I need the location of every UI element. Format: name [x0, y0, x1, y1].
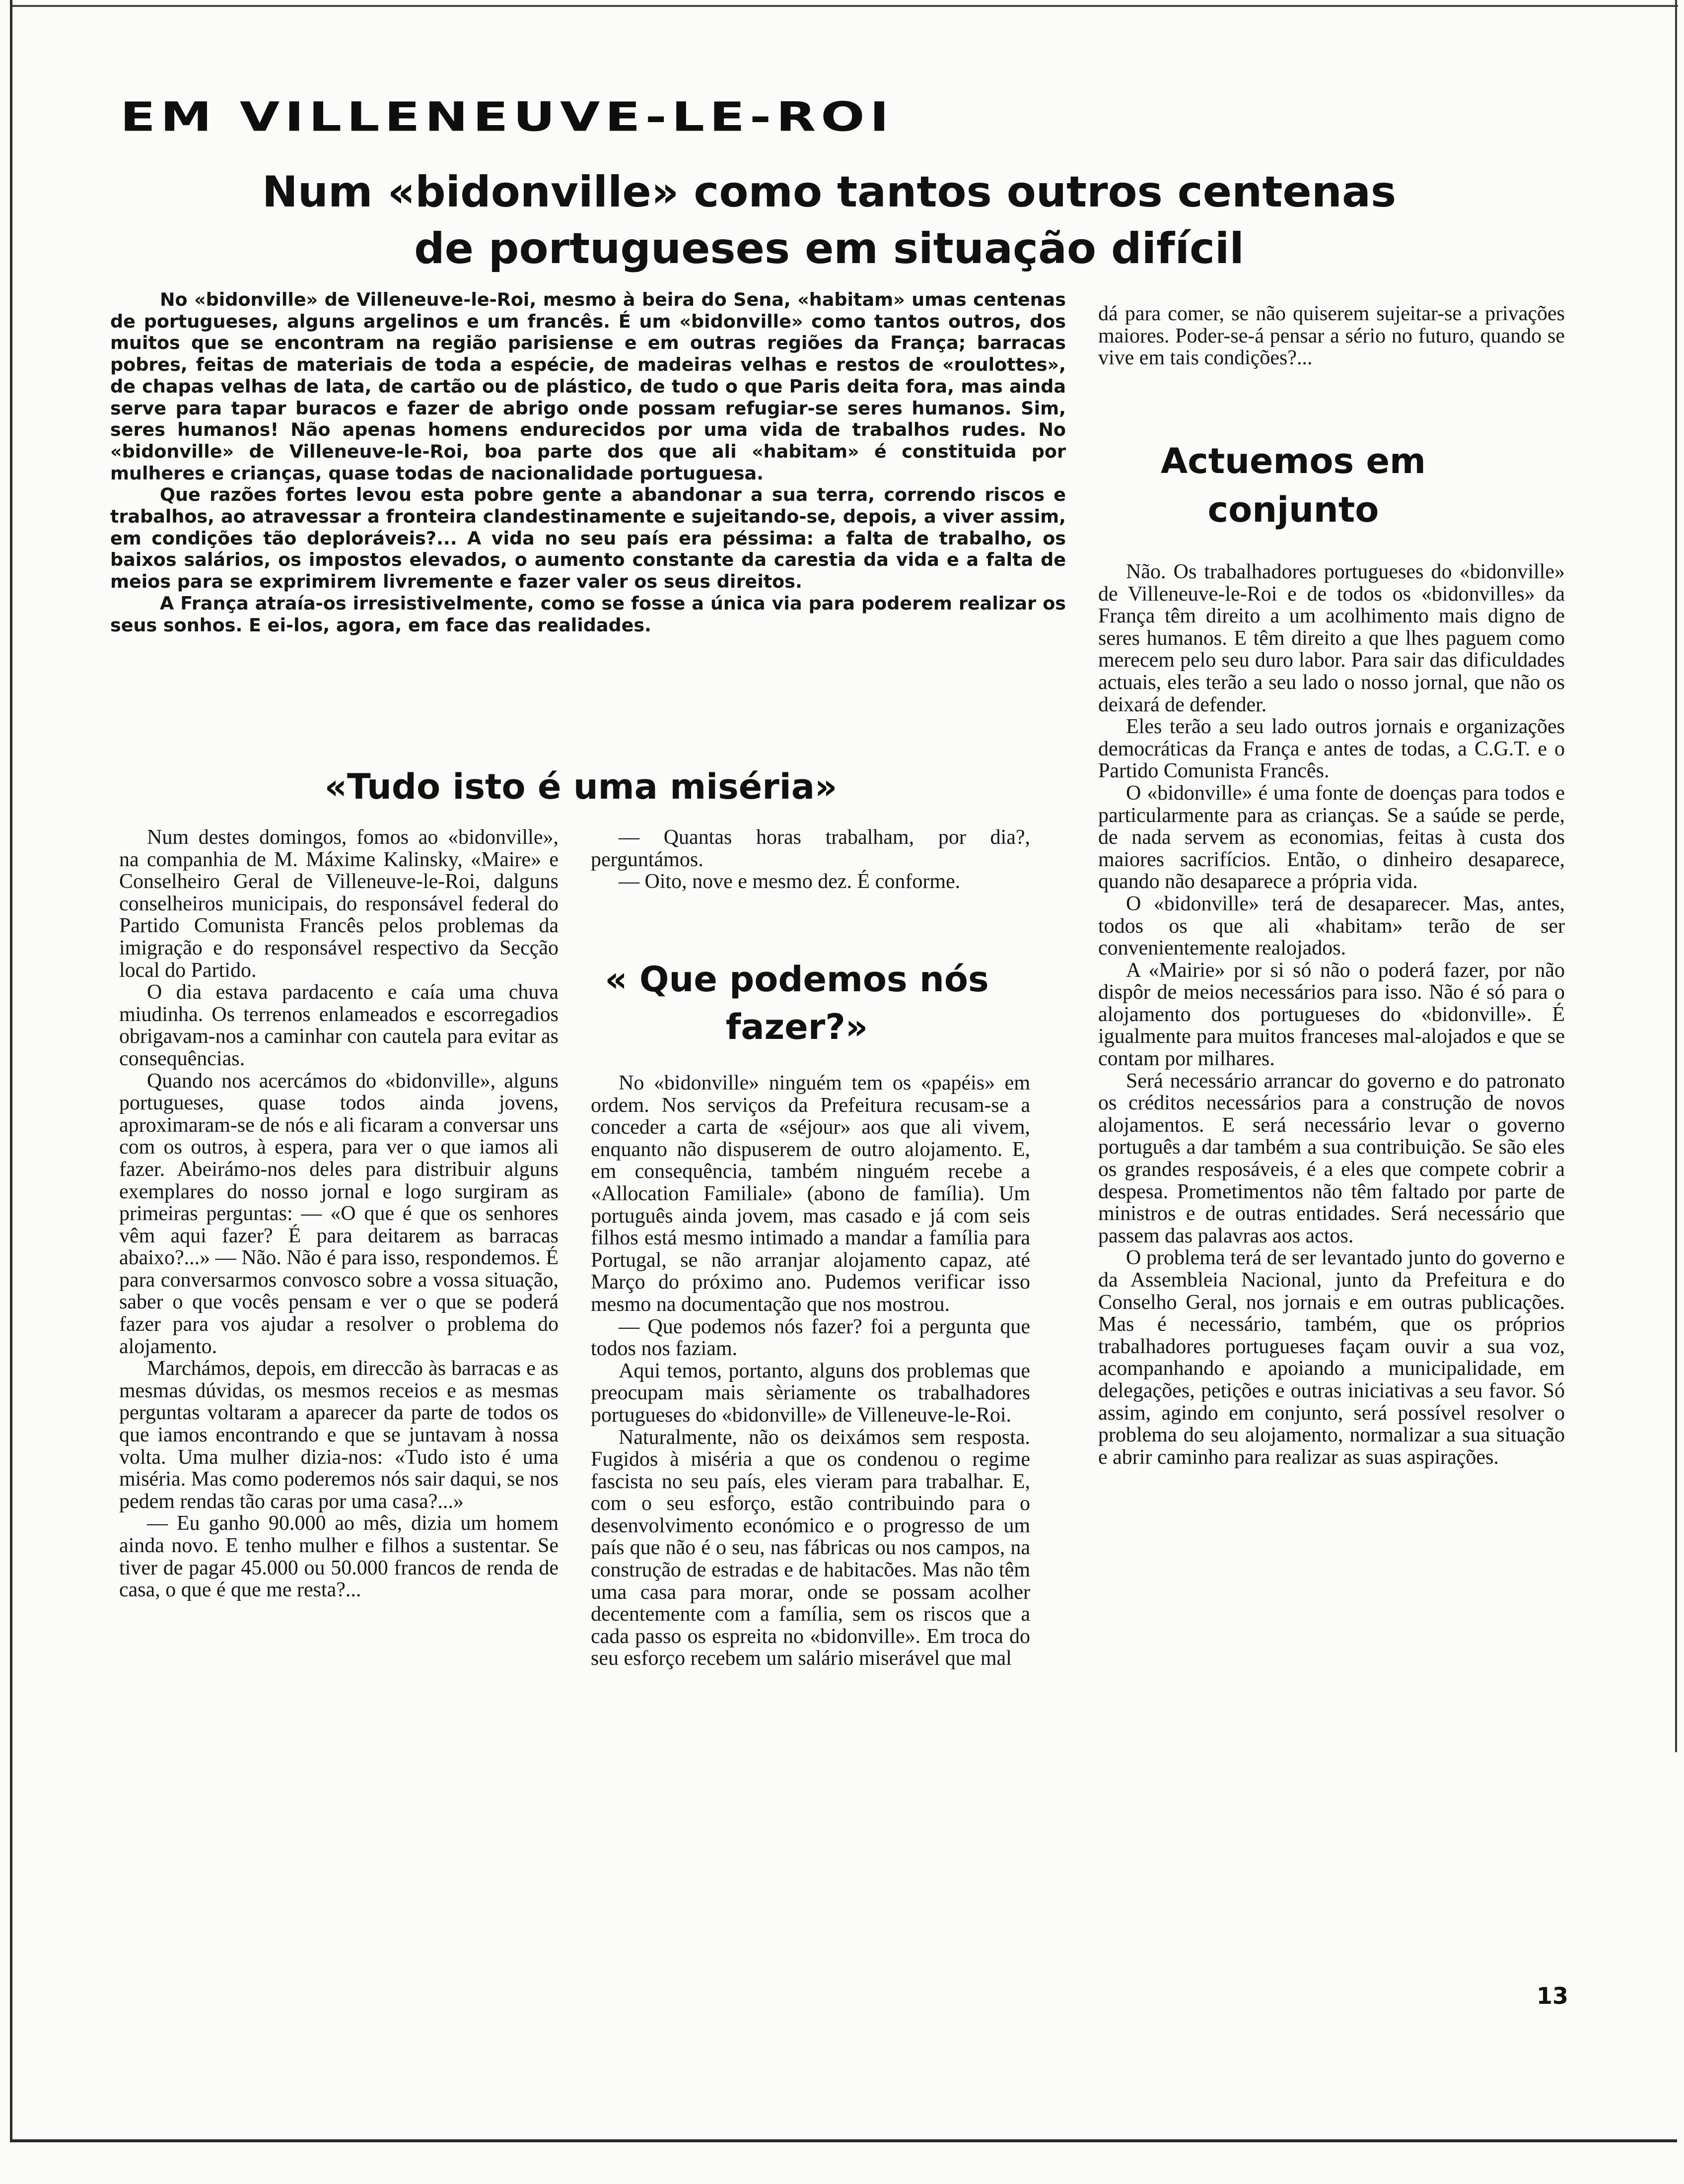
- article-lead: [110, 289, 1066, 636]
- article-headline: Num «bidonville» como tantos outros centenas de portugueses em situação difícil: [262, 167, 1397, 273]
- body-paragraph: O dia estava pardacento e caía uma chuva miudinha. Os terrenos enlameados e escorregadios obrigavam-nos a caminhar con cautela para evitar as consequências.: [119, 981, 559, 1070]
- lead-paragraph: A França atraía-os irresistivelmente, como se fosse a única via para poderem realizar os seus sonhos. E ei-los, agora, em face das realidades.: [110, 592, 1066, 636]
- page-frame-bottom: [10, 2139, 1677, 2142]
- page-frame-right: [1675, 0, 1677, 1752]
- body-paragraph: O «bidonville» é uma fonte de doenças para todos e particularmente para as crianças. Se a saúde se perde, de nada servem as economias, feitas à custa dos maiores sacrifícios. Então, o dinheiro desaparece, quando não desaparece a própria vida.: [1098, 781, 1565, 893]
- column-right-top: [1098, 303, 1565, 369]
- body-paragraph: Eles terão a seu lado outros jornais e organizações democráticas da França e antes de todas, a C.G.T. e o Partido Comunista Francês.: [1098, 715, 1565, 783]
- subheading-tudo-isto: «Tudo isto é uma miséria»: [324, 766, 838, 807]
- column-middle-top: [591, 826, 1030, 893]
- body-paragraph: A «Mairie» por si só não o poderá fazer, por não dispôr de meios necessários para isso. Não é só para o alojamento dos portugueses do «bidonville». É igualmente para muitos franceses mal-alojados e que se contam por milhares.: [1098, 958, 1565, 1071]
- body-paragraph: Aqui temos, portanto, alguns dos problemas que preocupam mais sèriamente os trabalhadores portugueses do «bidonville» de Villeneuve-le-Roi.: [591, 1359, 1030, 1427]
- page-number: 13: [1537, 1982, 1569, 2009]
- body-paragraph: — Quantas horas trabalham, por dia?, perguntámos.: [591, 826, 1030, 871]
- article-kicker: EM VILLENEUVE-LE-ROI: [120, 93, 894, 141]
- body-paragraph: Marchámos, depois, em direccão às barracas e as mesmas dúvidas, os mesmos receios e as mesmas perguntas voltaram a aparecer da parte de todos os que iamos encontrando e que se juntavam à nossa volta. Uma mulher dizia-nos: «Tudo isto é uma miséria. Mas como poderemos nós sair daqui, se nos pedem rendas tão caras por uma casa?...»: [119, 1357, 559, 1513]
- body-paragraph: Quando nos acercámos do «bidonville», alguns portugueses, quase todos ainda jovens, aproximaram-se de nós e ali ficaram a conversar uns com os outros, à espera, para ver o que iamos ali fazer. Abeirámo-nos deles para distribuir alguns exemplares do nosso jornal e logo surgiram as primeiras perguntas: — «O que é que os senhores vêm aqui fazer? É para deitarem as barracas abaixo?...» — Não. Não é para isso, respondemos. É para conversarmos convosco sobre a vossa situação, saber o que vocês pensam e ver o que se poderá fazer para vos ajudar a resolver o problema do alojamento.: [119, 1069, 559, 1358]
- body-paragraph: — Eu ganho 90.000 ao mês, dizia um homem ainda novo. E tenho mulher e filhos a sustentar. Se tiver de pagar 45.000 ou 50.000 francos de renda de casa, o que é que me resta?...: [119, 1512, 559, 1602]
- body-paragraph: Será necessário arrancar do governo e do patronato os créditos necessários para a construção de novos alojamentos. E será necessário levar o governo português a dar também a sua contribuição. Se são eles os grandes resposáveis, é a eles que compete cobrir a despesa. Prometimentos não têm faltado por parte de ministros e de outras entidades. Será necessário que passem das palavras aos actos.: [1098, 1069, 1565, 1247]
- body-paragraph: Num destes domingos, fomos ao «bidonville», na companhia de M. Máxime Kalinsky, «Maire» e Conselheiro Geral de Villeneuve-le-Roi, dalguns conselheiros municipais, do responsável federal do Partido Comunista Francês pelos problemas da imigração e do responsável respectivo da Secção local do Partido.: [119, 826, 559, 982]
- page-frame-left: [10, 0, 12, 2139]
- column-middle: [591, 1072, 1030, 1670]
- body-paragraph: O problema terá de ser levantado junto do governo e da Assembleia Nacional, junto da Prefeitura e do Conselho Geral, nos jornais e em outras publicações. Mas é necessário, também, que os próprios trabalhadores portugueses façam ouvir a sua voz, acompanhando e apoiando a municipalidade, em delegações, petições e outras iniciativas a seu favor. Só assim, agindo em conjunto, será possível resolver o problema do seu alojamento, normalizar a sua situação e abrir caminho para realizar as suas aspirações.: [1098, 1246, 1565, 1469]
- subheading-que-podemos: « Que podemos nós fazer?»: [605, 959, 989, 1047]
- lead-paragraph: No «bidonville» de Villeneuve-le-Roi, mesmo à beira do Sena, «habitam» umas centenas de portugueses, alguns argelinos e um francês. É um «bidonville» como tantos outros, dos muitos que se encontram na região parisiense e em outras regiões da França; barracas pobres, feitas de materiais de toda a espécie, de madeiras velhas e restos de «roulottes», de chapas velhas de lata, de cartão ou de plástico, de tudo o que Paris deita fora, mas ainda serve para tapar buracos e fazer de abrigo onde possam refugiar-se seres humanos. Sim, seres humanos! Não apenas homens endurecidos por uma vida de trabalhos rudes. No «bidonville» de Villeneuve-le-Roi, boa parte dos que ali «habitam» é constituida por mulheres e crianças, quase todas de nacionalidade portuguesa.: [110, 289, 1066, 484]
- page-frame-top: [10, 5, 1678, 7]
- body-paragraph: O «bidonville» terá de desaparecer. Mas, antes, todos os que ali «habitam» terão de ser convenientemente realojados.: [1098, 892, 1565, 960]
- body-paragraph: dá para comer, se não quiserem sujeitar-se a privações maiores. Poder-se-á pensar a sério no futuro, quando se vive em tais condições?...: [1098, 302, 1565, 370]
- column-left: [119, 826, 559, 1601]
- body-paragraph: — Oito, nove e mesmo dez. É conforme.: [619, 870, 961, 893]
- body-paragraph: Não. Os trabalhadores portugueses do «bidonville» de Villeneuve-le-Roi e de todos os «bidonvilles» da França têm direito a um acolhimento mais digno de seres humanos. E têm direito a que lhes paguem como merecem pelo seu duro labor. Para sair das dificuldades actuais, eles terão a seu lado o nosso jornal, que não os deixará de defender.: [1098, 560, 1565, 716]
- body-paragraph: No «bidonville» ninguém tem os «papéis» em ordem. Nos serviços da Prefeitura recusam-se a conceder a carta de «séjour» aos que ali vivem, enquanto não dispuserem de outro alojamento. E, em consequência, também ninguém recebe a «Allocation Familiale» (abono de família). Um português ainda jovem, mas casado e já com seis filhos está mesmo intimado a mandar a família para Portugal, se não arranjar alojamento capaz, até Março do próximo ano. Pudemos verificar isso mesmo na documentação que nos mostrou.: [591, 1072, 1030, 1316]
- subheading-actuemos: Actuemos em conjunto: [1161, 441, 1426, 530]
- body-paragraph: — Que podemos nós fazer? foi a pergunta que todos nos faziam.: [591, 1315, 1030, 1361]
- column-right: [1098, 561, 1565, 1468]
- body-paragraph: Naturalmente, não os deixámos sem resposta. Fugidos à miséria a que os condenou o regime fascista no seu país, eles vieram para trabalhar. E, com o seu esforço, estão contribuindo para o desenvolvimento económico e o progresso de um país que não é o seu, nas fábricas ou nos campos, na construção de estradas e de habitacões. Mas não têm uma casa para morar, onde se possam acolher decentemente com a família, sem os riscos que a cada passo os espreita no «bidonville». Em troca do seu esforço recebem um salário miserável que mal: [591, 1426, 1030, 1670]
- lead-paragraph: Que razões fortes levou esta pobre gente a abandonar a sua terra, correndo riscos e trabalhos, ao atravessar a fronteira clandestinamente e sujeitando-se, depois, a viver assim, em condições tão deploráveis?... A vida no seu país era péssima: a falta de trabalho, os baixos salários, os impostos elevados, o aumento constante da carestia da vida e a falta de meios para se exprimirem livremente e fazer valer os seus direitos.: [110, 484, 1066, 593]
